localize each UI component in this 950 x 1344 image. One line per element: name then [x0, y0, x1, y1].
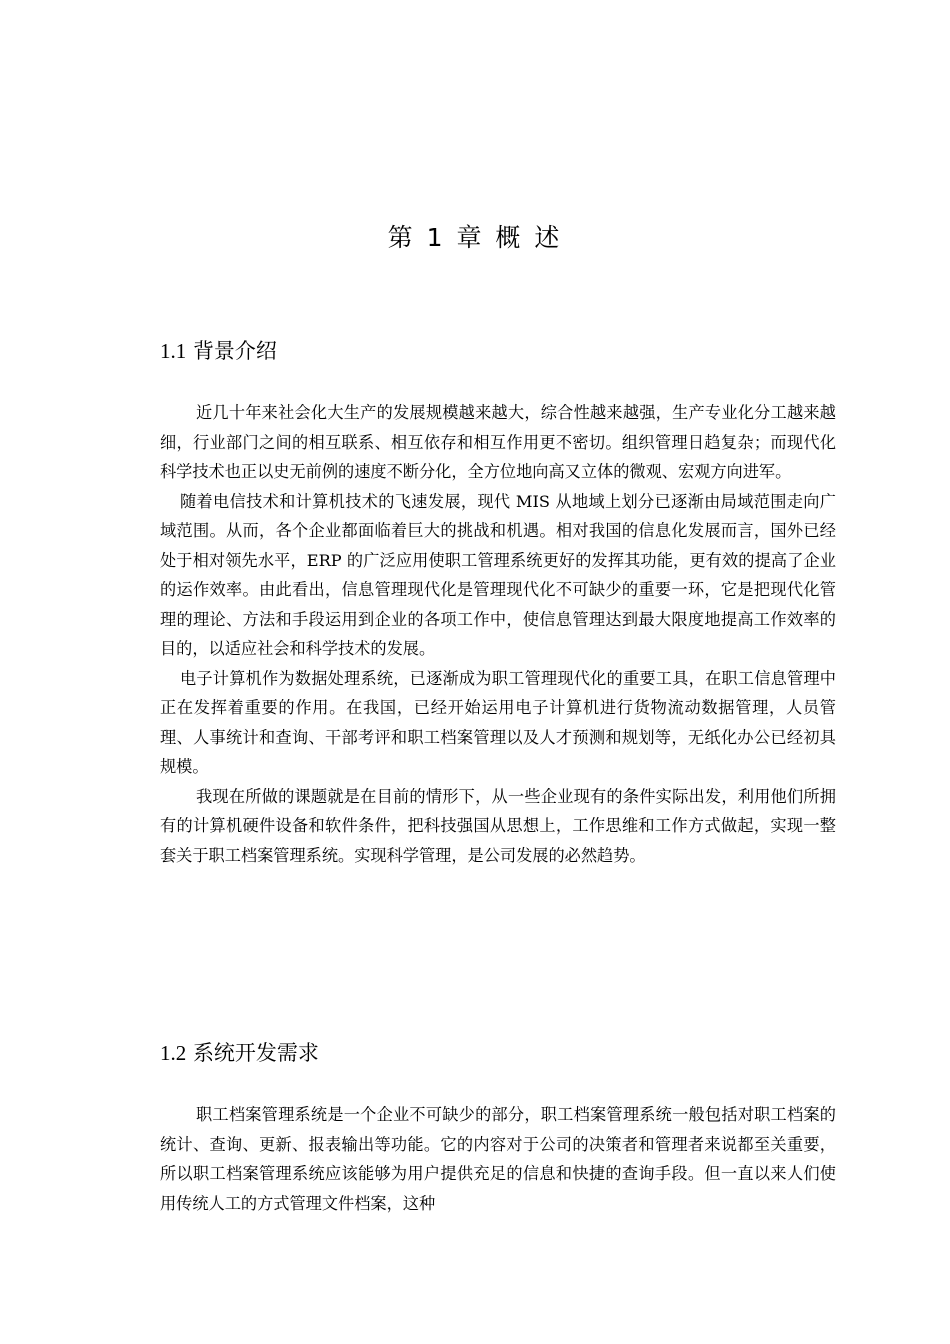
section-heading-requirements: [160, 1038, 319, 1068]
paragraph: 职工档案管理系统是一个企业不可缺少的部分，职工档案管理系统一般包括对职工档案的统计、查询、更新、报表输出等功能。它的内容对于公司的决策者和管理者来说都至关重要，所以职工档案管理系统应该能够为用户提供充足的信息和快捷的查询手段。但一直以来人们使用传统人工的方式管理文件档案，这种: [160, 1105, 836, 1213]
paragraph: 电子计算机作为数据处理系统，已逐渐成为职工管理现代化的重要工具，在职工信息管理中正在发挥着重要的作用。在我国，已经开始运用电子计算机进行货物流动数据管理，人员管理、人事统计和查询、干部考评和职工档案管理以及人才预测和规划等，无纸化办公已经初具规模。: [160, 668, 836, 776]
paragraph: 随着电信技术和计算机技术的飞速发展，现代 MIS 从地域上划分已逐渐由局域范围走向广域范围。从而，各个企业都面临着巨大的挑战和机遇。相对我国的信息化发展而言，国外已经处于相对领先水平，ERP 的广泛应用使职工管理系统更好的发挥其功能，更有效的提高了企业的运作效率。由此看出，信息管理现代化是管理现代化不可缺少的重要一环，它是把现代化管理的理论、方法和手段运用到企业的各项工作中，使信息管理达到最大限度地提高工作效率的目的，以适应社会和科学技术的发展。: [160, 491, 836, 658]
section-title: 背景介绍: [192, 339, 277, 363]
section-body-requirements: [160, 1100, 836, 1218]
section-heading-background: [160, 336, 277, 366]
section-number: 1.2: [160, 1041, 187, 1065]
section-number: 1.1: [160, 339, 187, 363]
section-body-background: [160, 398, 836, 870]
paragraph: 我现在所做的课题就是在目前的情形下，从一些企业现有的条件实际出发，利用他们所拥有的计算机硬件设备和软件条件，把科技强国从思想上，工作思维和工作方式做起，实现一整套关于职工档案管理系统。实现科学管理，是公司发展的必然趋势。: [160, 786, 836, 865]
section-title: 系统开发需求: [192, 1041, 319, 1065]
paragraph: 近几十年来社会化大生产的发展规模越来越大，综合性越来越强，生产专业化分工越来越细，行业部门之间的相互联系、相互依存和相互作用更不密切。组织管理日趋复杂；而现代化科学技术也正以史无前例的速度不断分化，全方位地向高又立体的微观、宏观方向进军。: [160, 403, 836, 481]
chapter-title: 第 1 章 概 述: [387, 223, 563, 252]
